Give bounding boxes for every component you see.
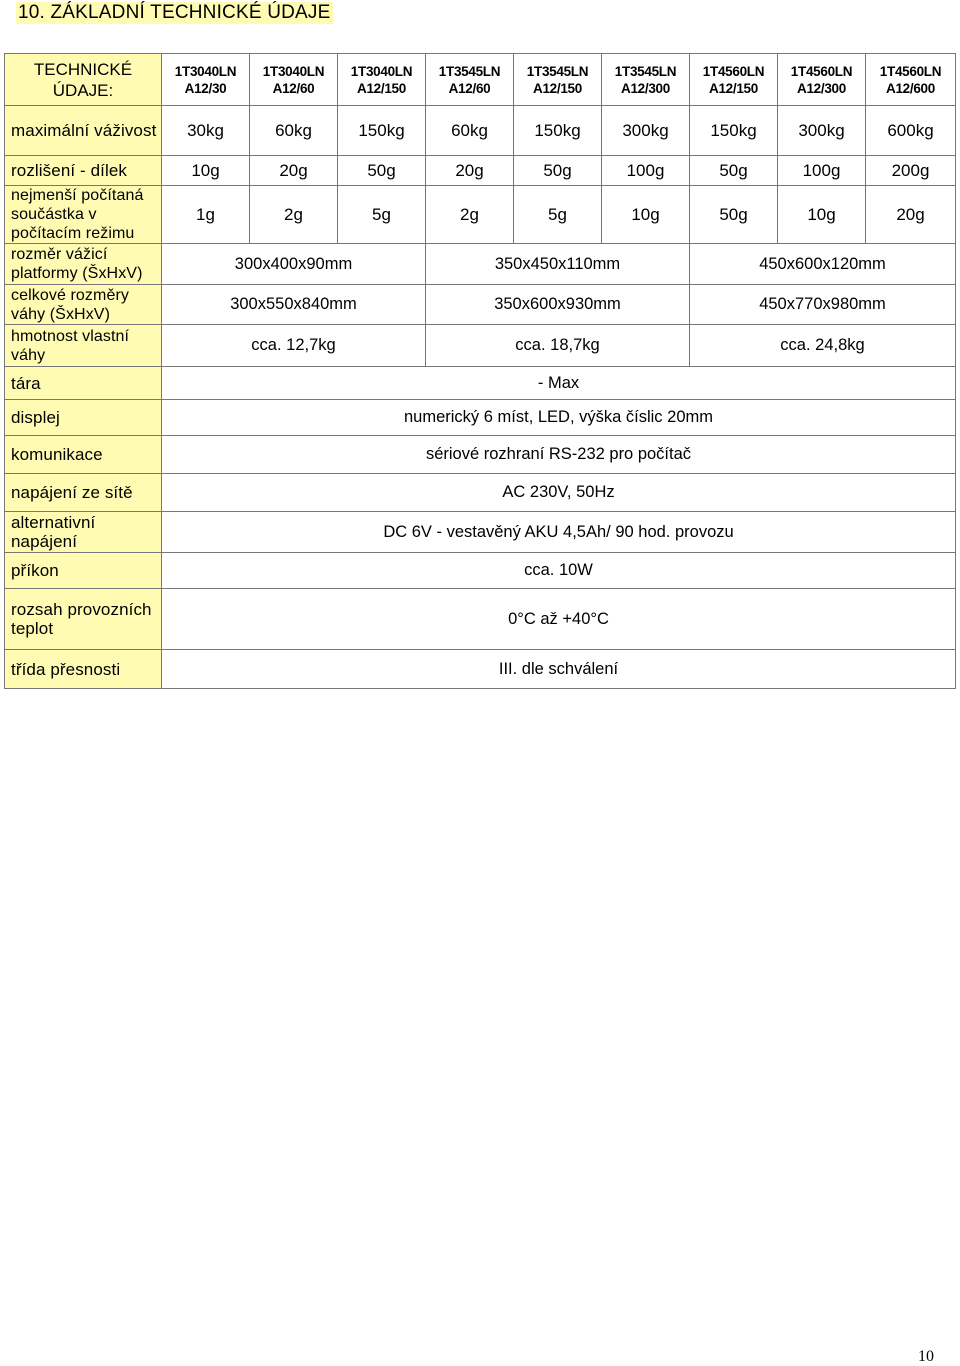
value-cell: 50g — [338, 156, 426, 186]
value-cell: 150kg — [690, 106, 778, 156]
row-label: alternativní napájení — [5, 512, 162, 553]
value-cell: 50g — [514, 156, 602, 186]
value-cell: 300kg — [778, 106, 866, 156]
value-cell: 10g — [778, 186, 866, 244]
model-name: 1T3040LN — [174, 63, 237, 79]
merged-value-cell: 0°C až +40°C — [162, 589, 956, 650]
row-resolution — [5, 156, 956, 186]
row-label: rozměr vážicí platformy (ŠxHxV) — [5, 244, 162, 285]
merged-value-cell: - Max — [162, 367, 956, 400]
merged-value-cell: III. dle schválení — [162, 650, 956, 689]
row-smallest-part — [5, 186, 956, 244]
row-power-input — [5, 553, 956, 589]
model-header — [426, 54, 514, 106]
value-cell: 5g — [514, 186, 602, 244]
row-label: nejmenší počítaná součástka v počítacím režimu — [5, 186, 162, 244]
group-value-cell: cca. 24,8kg — [690, 325, 956, 367]
model-variant: A12/600 — [886, 80, 935, 96]
group-value-cell: 350x600x930mm — [426, 285, 690, 325]
row-label: tára — [5, 367, 162, 400]
model-name: 1T3040LN — [262, 63, 325, 79]
section-heading: 10. ZÁKLADNÍ TECHNICKÉ ÚDAJE — [18, 2, 331, 23]
model-header — [690, 54, 778, 106]
value-cell: 60kg — [426, 106, 514, 156]
specifications-table — [4, 53, 956, 689]
model-variant: A12/150 — [533, 80, 582, 96]
merged-value-cell: numerický 6 míst, LED, výška číslic 20mm — [162, 400, 956, 436]
value-cell: 60kg — [250, 106, 338, 156]
value-cell: 5g — [338, 186, 426, 244]
model-name: 1T4560LN — [879, 63, 942, 79]
value-cell: 1g — [162, 186, 250, 244]
row-label: rozlišení - dílek — [5, 156, 162, 186]
row-temp-range — [5, 589, 956, 650]
model-variant: A12/150 — [357, 80, 406, 96]
model-name: 1T3545LN — [526, 63, 589, 79]
row-alt-power — [5, 512, 956, 553]
value-cell: 20g — [866, 186, 956, 244]
header-row — [5, 54, 956, 106]
model-header — [602, 54, 690, 106]
group-value-cell: cca. 12,7kg — [162, 325, 426, 367]
row-label: příkon — [5, 553, 162, 589]
merged-value-cell: sériové rozhraní RS-232 pro počítač — [162, 436, 956, 474]
corner-label: TECHNICKÉ ÚDAJE: — [5, 54, 162, 106]
group-value-cell: 450x770x980mm — [690, 285, 956, 325]
row-tare — [5, 367, 956, 400]
group-value-cell: cca. 18,7kg — [426, 325, 690, 367]
merged-value-cell: DC 6V - vestavěný AKU 4,5Ah/ 90 hod. provozu — [162, 512, 956, 553]
row-accuracy — [5, 650, 956, 689]
model-name: 1T4560LN — [702, 63, 765, 79]
row-capacity — [5, 106, 956, 156]
row-weight — [5, 325, 956, 367]
row-label: hmotnost vlastní váhy — [5, 325, 162, 367]
model-name: 1T4560LN — [790, 63, 853, 79]
merged-value-cell: AC 230V, 50Hz — [162, 474, 956, 512]
model-header — [866, 54, 956, 106]
value-cell: 50g — [690, 186, 778, 244]
row-display — [5, 400, 956, 436]
value-cell: 100g — [778, 156, 866, 186]
page-number: 10 — [918, 1348, 934, 1365]
value-cell: 600kg — [866, 106, 956, 156]
group-value-cell: 450x600x120mm — [690, 244, 956, 285]
model-variant: A12/60 — [448, 80, 491, 96]
row-label: celkové rozměry váhy (ŠxHxV) — [5, 285, 162, 325]
model-name: 1T3545LN — [438, 63, 501, 79]
row-overall-size — [5, 285, 956, 325]
row-label: napájení ze sítě — [5, 474, 162, 512]
value-cell: 30kg — [162, 106, 250, 156]
group-value-cell: 300x550x840mm — [162, 285, 426, 325]
row-label: displej — [5, 400, 162, 436]
group-value-cell: 300x400x90mm — [162, 244, 426, 285]
value-cell: 10g — [602, 186, 690, 244]
group-value-cell: 350x450x110mm — [426, 244, 690, 285]
value-cell: 200g — [866, 156, 956, 186]
row-platform-size — [5, 244, 956, 285]
row-label: maximální váživost — [5, 106, 162, 156]
value-cell: 2g — [426, 186, 514, 244]
model-name: 1T3040LN — [350, 63, 413, 79]
row-mains — [5, 474, 956, 512]
model-header — [338, 54, 426, 106]
value-cell: 50g — [690, 156, 778, 186]
model-variant: A12/60 — [272, 80, 315, 96]
model-name: 1T3545LN — [614, 63, 677, 79]
row-label: rozsah provozních teplot — [5, 589, 162, 650]
model-variant: A12/150 — [709, 80, 758, 96]
value-cell: 150kg — [514, 106, 602, 156]
value-cell: 100g — [602, 156, 690, 186]
row-label: komunikace — [5, 436, 162, 474]
row-communication — [5, 436, 956, 474]
value-cell: 20g — [426, 156, 514, 186]
merged-value-cell: cca. 10W — [162, 553, 956, 589]
value-cell: 150kg — [338, 106, 426, 156]
model-variant: A12/30 — [184, 80, 227, 96]
model-variant: A12/300 — [621, 80, 670, 96]
value-cell: 20g — [250, 156, 338, 186]
value-cell: 300kg — [602, 106, 690, 156]
value-cell: 10g — [162, 156, 250, 186]
model-header — [778, 54, 866, 106]
value-cell: 2g — [250, 186, 338, 244]
model-variant: A12/300 — [797, 80, 846, 96]
row-label: třída přesnosti — [5, 650, 162, 689]
model-header — [162, 54, 250, 106]
model-header — [514, 54, 602, 106]
model-header — [250, 54, 338, 106]
